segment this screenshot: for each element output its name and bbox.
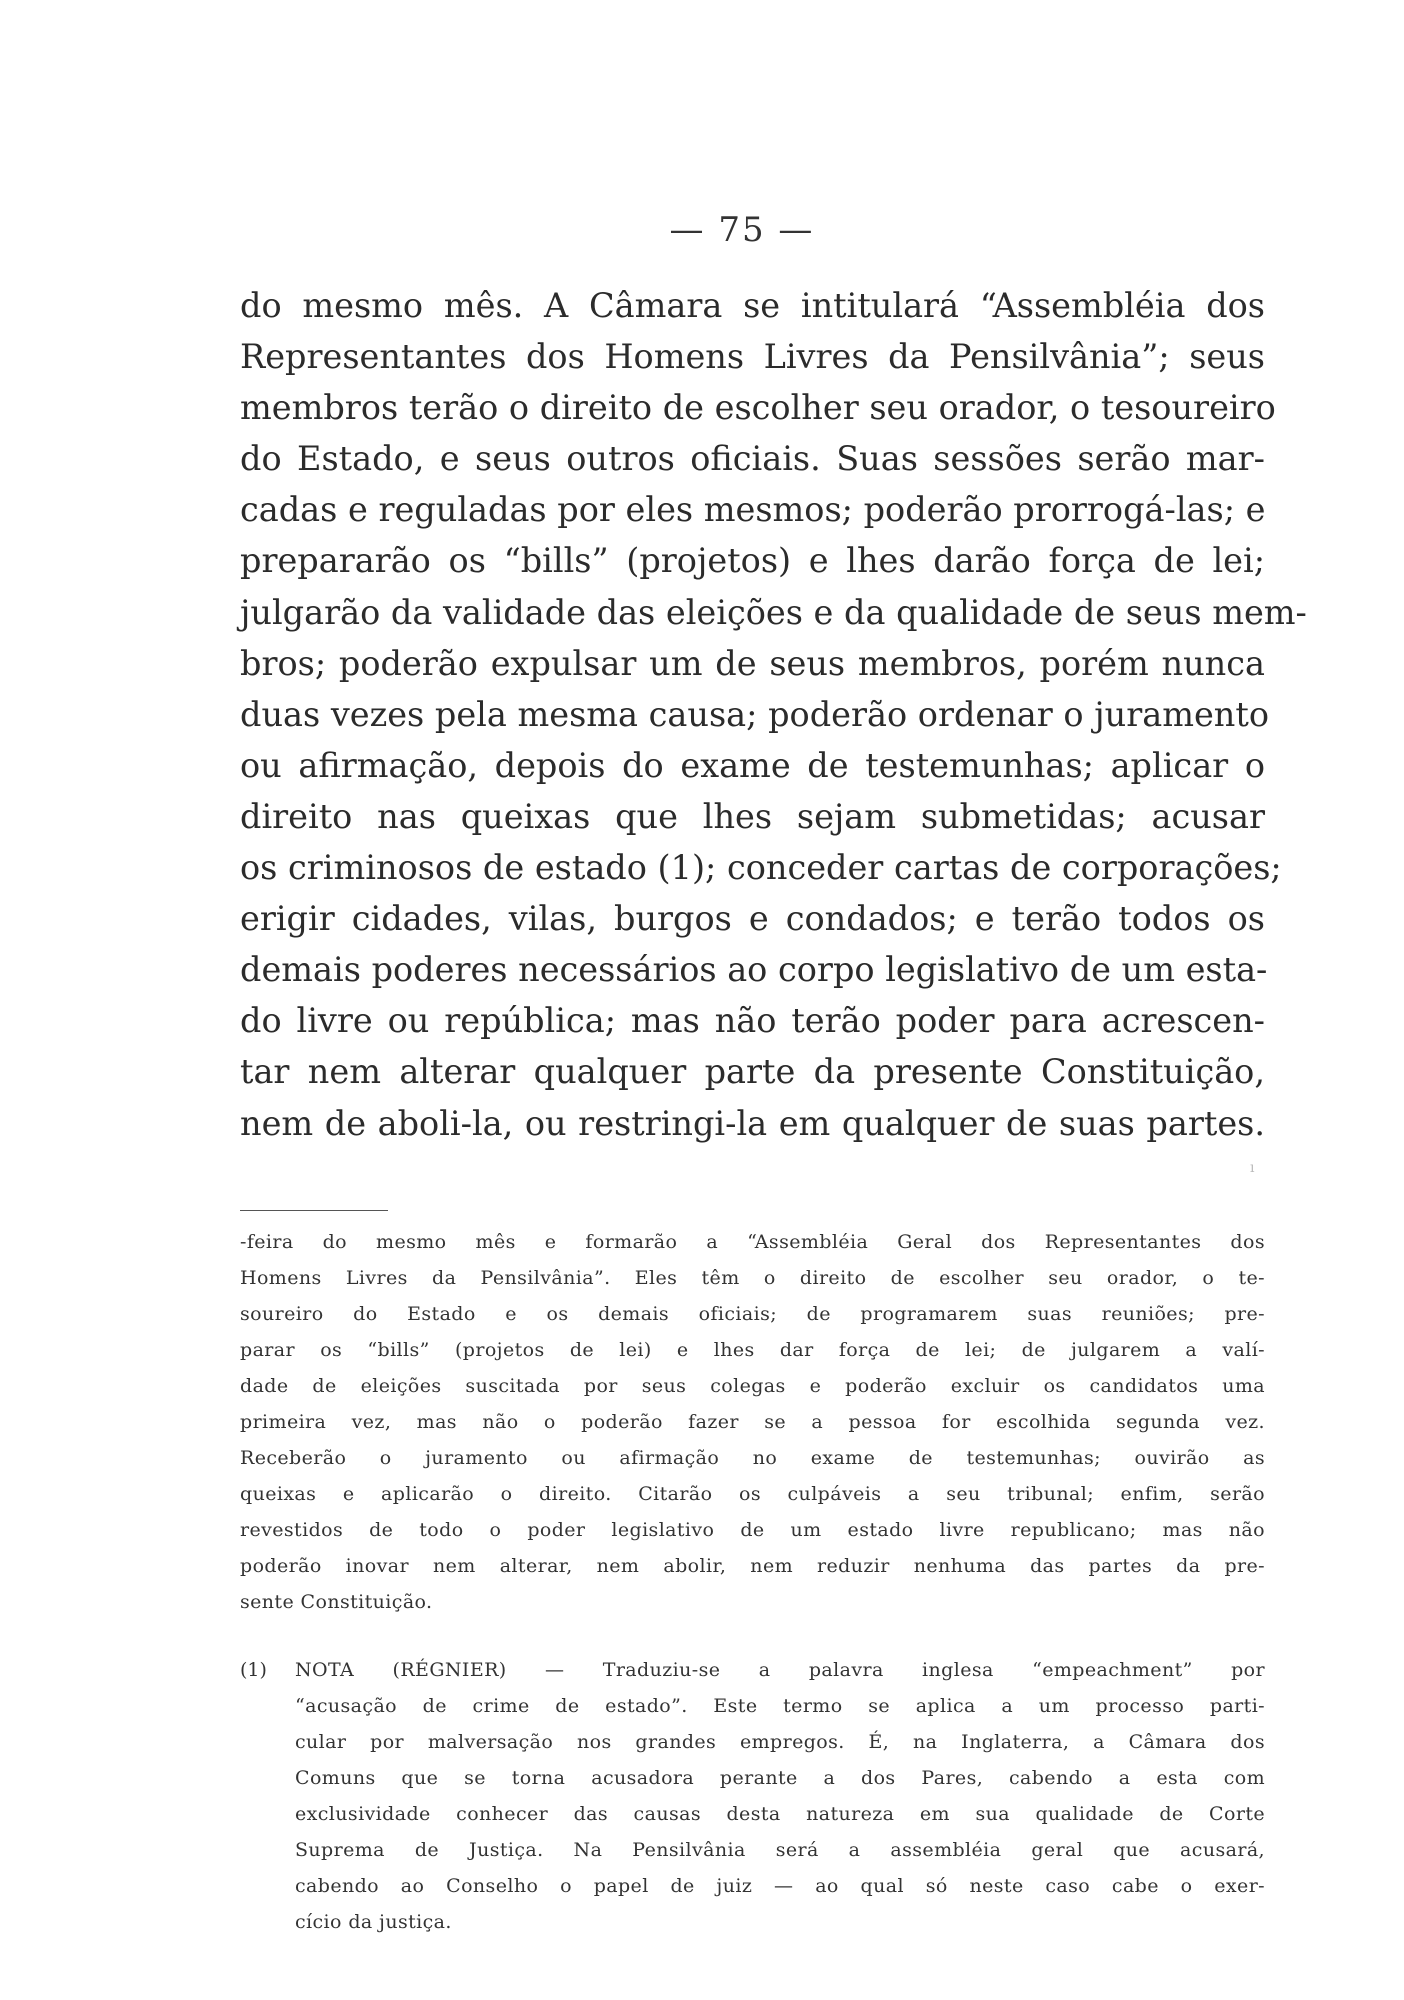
- footnote-line: primeira vez, mas não o poderão fazer se a pessoa for escolhida segunda vez.: [240, 1411, 1265, 1433]
- footnote-line: NOTA (RÉGNIER) — Traduziu-se a palavra inglesa “empeachment” por: [295, 1659, 1265, 1681]
- footnote-line: cular por malversação nos grandes empregos. É, na Inglaterra, a Câmara dos: [295, 1731, 1265, 1753]
- footnote-line: revestidos de todo o poder legislativo de um estado livre republicano; mas não: [240, 1519, 1265, 1541]
- scan-artifact: ı: [1250, 1160, 1255, 1176]
- body-line: demais poderes necessários ao corpo legislativo de um esta-: [240, 950, 1268, 990]
- footnote-line: poderão inovar nem alterar, nem abolir, nem reduzir nenhuma das partes da pre-: [240, 1555, 1265, 1577]
- body-line: do Estado, e seus outros oficiais. Suas sessões serão mar-: [240, 439, 1265, 479]
- footnote-line: Comuns que se torna acusadora perante a dos Pares, cabendo a esta com: [295, 1767, 1265, 1789]
- body-line: erigir cidades, vilas, burgos e condados; e terão todos os: [240, 899, 1265, 939]
- footnote-line: dade de eleições suscitada por seus colegas e poderão excluir os candidatos uma: [240, 1375, 1265, 1397]
- footnote-line: cabendo ao Conselho o papel de juiz — ao qual só neste caso cabe o exer-: [295, 1875, 1265, 1897]
- body-line: cadas e reguladas por eles mesmos; poderão prorrogá-las; e: [240, 490, 1266, 530]
- body-line: do mesmo mês. A Câmara se intitulará “Assembléia dos: [240, 286, 1265, 325]
- footnote-note-1: [240, 1652, 1265, 1940]
- footnote-line: Receberão o juramento ou afirmação no exame de testemunhas; ouvirão as: [240, 1447, 1265, 1469]
- body-line: prepararão os “bills” (projetos) e lhes darão força de lei;: [240, 541, 1265, 581]
- page-number: — 75 —: [669, 210, 815, 250]
- body-line: tar nem alterar qualquer parte da presente Constituição,: [240, 1052, 1265, 1092]
- footnote-line: soureiro do Estado e os demais oficiais; de programarem suas reuniões; pre-: [240, 1303, 1265, 1325]
- footnote-line: Suprema de Justiça. Na Pensilvânia será a assembléia geral que acusará,: [295, 1839, 1265, 1861]
- body-line: do livre ou república; mas não terão poder para acrescen-: [240, 1001, 1265, 1041]
- body-line: bros; poderão expulsar um de seus membros, porém nunca: [240, 643, 1265, 683]
- body-line: direito nas queixas que lhes sejam submetidas; acusar: [240, 796, 1265, 836]
- footnote-line: parar os “bills” (projetos de lei) e lhes dar força de lei; de julgarem a valí-: [240, 1339, 1265, 1361]
- footnote-divider: [240, 1210, 388, 1211]
- footnote-continuation: [240, 1224, 1265, 1620]
- body-line: membros terão o direito de escolher seu orador, o tesoureiro: [240, 388, 1276, 428]
- body-line: Representantes dos Homens Livres da Pensilvânia”; seus: [240, 337, 1265, 377]
- body-line: nem de aboli-la, ou restringi-la em qualquer de suas partes.: [240, 1103, 1265, 1143]
- footnote-line: cício da justiça.: [295, 1911, 452, 1933]
- body-line: julgarão da validade das eleições e da qualidade de seus mem-: [240, 592, 1307, 632]
- footnote-line: sente Constituição.: [240, 1591, 433, 1613]
- body-line: ou afirmação, depois do exame de testemunhas; aplicar o: [240, 745, 1265, 785]
- footnote-marker: (1): [240, 1659, 267, 1681]
- footnote-line: queixas e aplicarão o direito. Citarão os culpáveis a seu tribunal; enfim, serão: [240, 1483, 1265, 1505]
- footnote-line: exclusividade conhecer das causas desta natureza em sua qualidade de Corte: [295, 1803, 1265, 1825]
- body-paragraph: [240, 280, 1307, 1149]
- footnote-line: “acusação de crime de estado”. Este termo se aplica a um processo parti-: [295, 1695, 1265, 1717]
- body-line: duas vezes pela mesma causa; poderão ordenar o juramento: [240, 694, 1269, 734]
- body-line: os criminosos de estado (1); conceder cartas de corporações;: [240, 848, 1282, 888]
- footnote-line: Homens Livres da Pensilvânia”. Eles têm o direito de escolher seu orador, o te-: [240, 1267, 1265, 1289]
- footnote-line: -feira do mesmo mês e formarão a “Assembléia Geral dos Representantes dos: [240, 1231, 1265, 1253]
